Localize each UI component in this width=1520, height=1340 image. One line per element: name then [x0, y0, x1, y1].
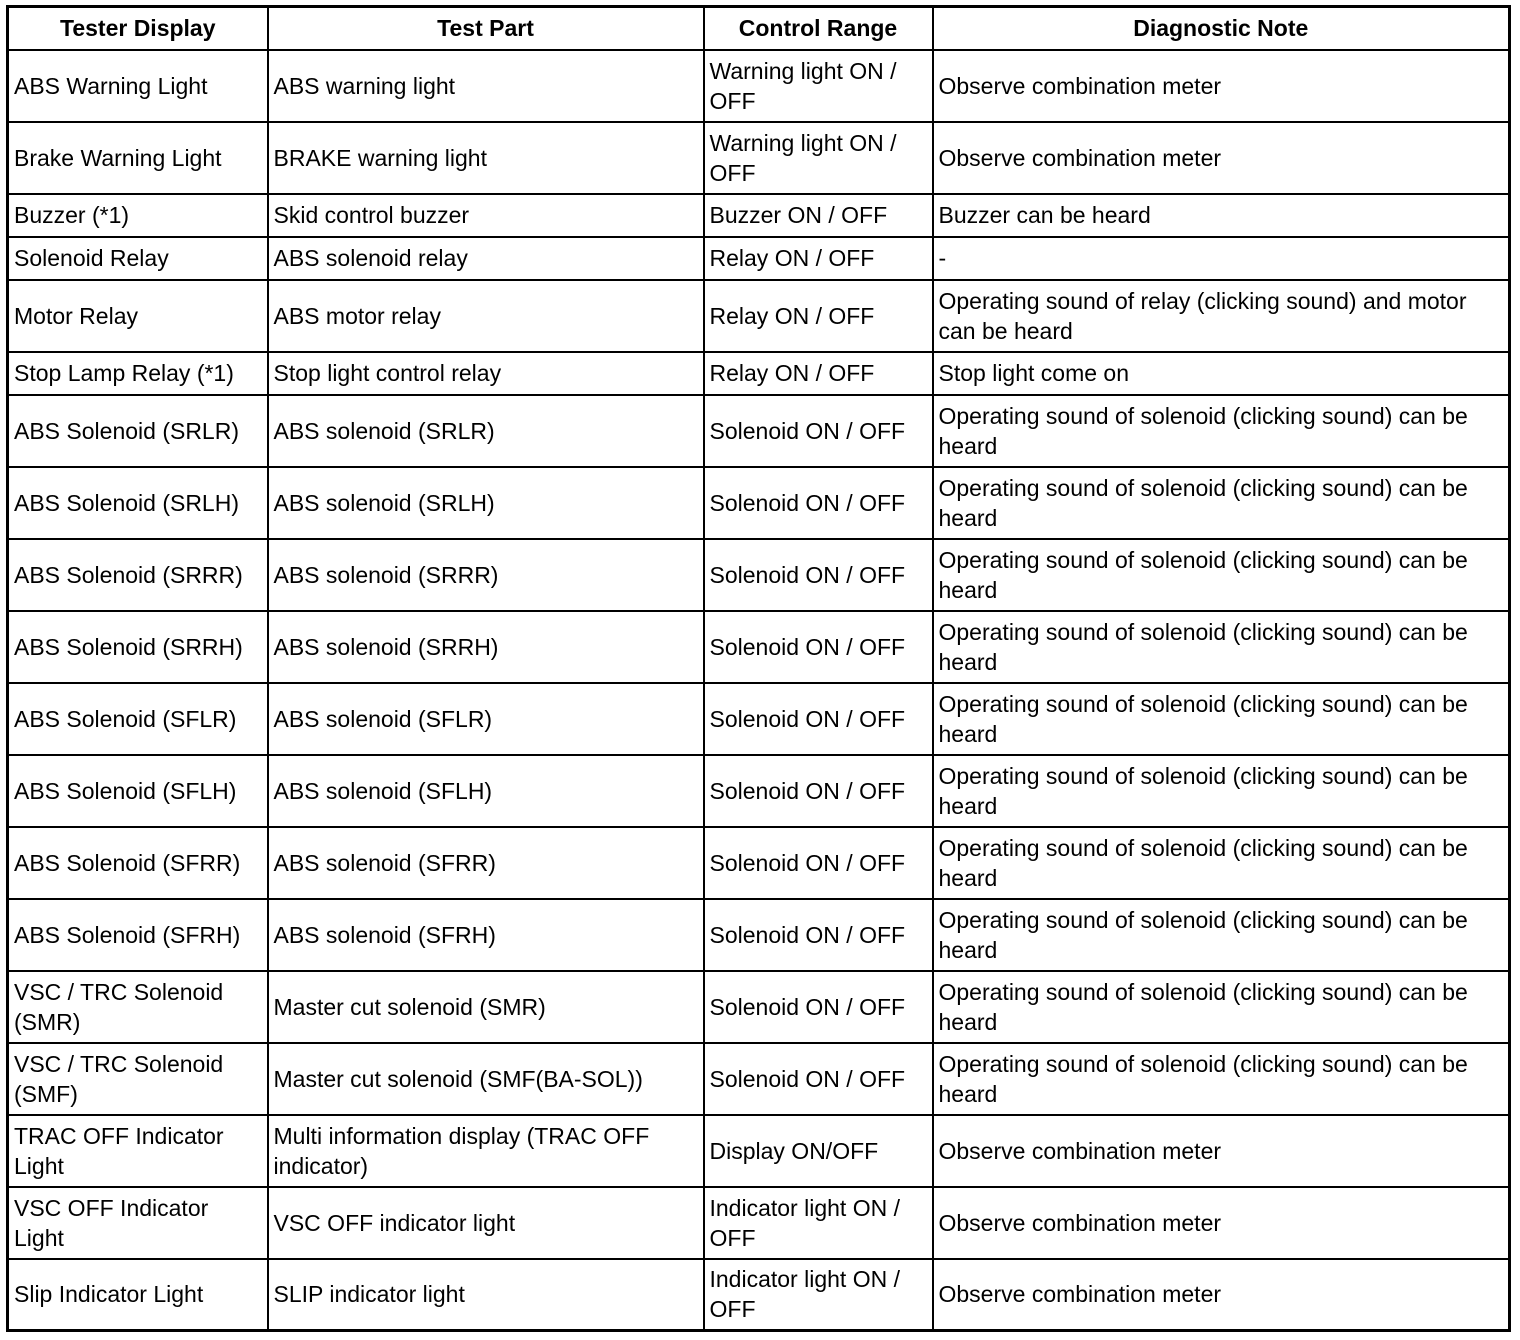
cell-tester-display: ABS Solenoid (SRLR): [8, 395, 268, 467]
cell-tester-display: ABS Solenoid (SFLH): [8, 755, 268, 827]
cell-test-part: ABS warning light: [268, 50, 704, 122]
cell-test-part: ABS solenoid (SRLR): [268, 395, 704, 467]
header-diagnostic-note: Diagnostic Note: [933, 7, 1510, 50]
cell-test-part: ABS solenoid (SFLH): [268, 755, 704, 827]
cell-tester-display: Brake Warning Light: [8, 122, 268, 194]
header-row: [8, 7, 1510, 50]
cell-test-part: ABS solenoid relay: [268, 237, 704, 280]
cell-tester-display: Motor Relay: [8, 280, 268, 352]
cell-tester-display: ABS Warning Light: [8, 50, 268, 122]
cell-control-range: Warning light ON / OFF: [704, 122, 933, 194]
cell-control-range: Solenoid ON / OFF: [704, 755, 933, 827]
cell-tester-display: ABS Solenoid (SRRH): [8, 611, 268, 683]
cell-control-range: Solenoid ON / OFF: [704, 899, 933, 971]
cell-tester-display: TRAC OFF Indicator Light: [8, 1115, 268, 1187]
cell-diagnostic-note: Operating sound of solenoid (clicking sound) can be heard: [933, 683, 1510, 755]
cell-diagnostic-note: Operating sound of solenoid (clicking sound) can be heard: [933, 1043, 1510, 1115]
table-row: [8, 50, 1510, 122]
cell-test-part: ABS solenoid (SFLR): [268, 683, 704, 755]
cell-tester-display: ABS Solenoid (SFRH): [8, 899, 268, 971]
cell-control-range: Warning light ON / OFF: [704, 50, 933, 122]
active-test-table: [6, 5, 1511, 1332]
cell-control-range: Buzzer ON / OFF: [704, 194, 933, 237]
cell-test-part: ABS solenoid (SRLH): [268, 467, 704, 539]
cell-tester-display: ABS Solenoid (SRRR): [8, 539, 268, 611]
cell-control-range: Solenoid ON / OFF: [704, 611, 933, 683]
cell-control-range: Solenoid ON / OFF: [704, 683, 933, 755]
table-row: [8, 122, 1510, 194]
cell-diagnostic-note: Operating sound of solenoid (clicking sound) can be heard: [933, 539, 1510, 611]
cell-tester-display: Solenoid Relay: [8, 237, 268, 280]
table-row: [8, 194, 1510, 237]
cell-control-range: Relay ON / OFF: [704, 280, 933, 352]
cell-test-part: BRAKE warning light: [268, 122, 704, 194]
table-row: [8, 611, 1510, 683]
cell-diagnostic-note: Observe combination meter: [933, 1187, 1510, 1259]
table-row: [8, 539, 1510, 611]
cell-control-range: Solenoid ON / OFF: [704, 1043, 933, 1115]
cell-tester-display: ABS Solenoid (SRLH): [8, 467, 268, 539]
table-row: [8, 1187, 1510, 1259]
header-control-range: Control Range: [704, 7, 933, 50]
table-row: [8, 899, 1510, 971]
cell-test-part: Multi information display (TRAC OFF indicator): [268, 1115, 704, 1187]
cell-test-part: ABS solenoid (SFRR): [268, 827, 704, 899]
cell-tester-display: VSC / TRC Solenoid (SMF): [8, 1043, 268, 1115]
cell-control-range: Solenoid ON / OFF: [704, 395, 933, 467]
cell-test-part: ABS motor relay: [268, 280, 704, 352]
header-tester-display: Tester Display: [8, 7, 268, 50]
cell-diagnostic-note: Observe combination meter: [933, 122, 1510, 194]
cell-control-range: Relay ON / OFF: [704, 237, 933, 280]
cell-control-range: Solenoid ON / OFF: [704, 539, 933, 611]
table-row: [8, 237, 1510, 280]
header-test-part: Test Part: [268, 7, 704, 50]
cell-diagnostic-note: Operating sound of solenoid (clicking sound) can be heard: [933, 971, 1510, 1043]
cell-diagnostic-note: Operating sound of solenoid (clicking sound) can be heard: [933, 611, 1510, 683]
table-row: [8, 467, 1510, 539]
table-row: [8, 352, 1510, 395]
cell-test-part: Stop light control relay: [268, 352, 704, 395]
cell-test-part: ABS solenoid (SRRR): [268, 539, 704, 611]
cell-tester-display: Slip Indicator Light: [8, 1259, 268, 1331]
cell-diagnostic-note: Operating sound of solenoid (clicking sound) can be heard: [933, 395, 1510, 467]
cell-test-part: VSC OFF indicator light: [268, 1187, 704, 1259]
table-row: [8, 755, 1510, 827]
cell-test-part: ABS solenoid (SRRH): [268, 611, 704, 683]
cell-test-part: Master cut solenoid (SMF(BA-SOL)): [268, 1043, 704, 1115]
cell-diagnostic-note: Operating sound of solenoid (clicking sound) can be heard: [933, 467, 1510, 539]
cell-diagnostic-note: Operating sound of solenoid (clicking sound) can be heard: [933, 755, 1510, 827]
cell-tester-display: Buzzer (*1): [8, 194, 268, 237]
cell-diagnostic-note: Observe combination meter: [933, 1259, 1510, 1331]
cell-diagnostic-note: Observe combination meter: [933, 1115, 1510, 1187]
cell-test-part: Skid control buzzer: [268, 194, 704, 237]
cell-diagnostic-note: Operating sound of relay (clicking sound) and motor can be heard: [933, 280, 1510, 352]
table-row: [8, 1043, 1510, 1115]
cell-test-part: Master cut solenoid (SMR): [268, 971, 704, 1043]
cell-control-range: Display ON/OFF: [704, 1115, 933, 1187]
table-row: [8, 683, 1510, 755]
cell-tester-display: VSC / TRC Solenoid (SMR): [8, 971, 268, 1043]
cell-control-range: Indicator light ON / OFF: [704, 1259, 933, 1331]
cell-control-range: Solenoid ON / OFF: [704, 467, 933, 539]
table-row: [8, 395, 1510, 467]
table-row: [8, 827, 1510, 899]
cell-test-part: ABS solenoid (SFRH): [268, 899, 704, 971]
cell-test-part: SLIP indicator light: [268, 1259, 704, 1331]
table-row: [8, 1115, 1510, 1187]
table-row: [8, 280, 1510, 352]
cell-diagnostic-note: Stop light come on: [933, 352, 1510, 395]
cell-tester-display: Stop Lamp Relay (*1): [8, 352, 268, 395]
cell-control-range: Indicator light ON / OFF: [704, 1187, 933, 1259]
table-row: [8, 1259, 1510, 1331]
cell-tester-display: VSC OFF Indicator Light: [8, 1187, 268, 1259]
cell-diagnostic-note: Buzzer can be heard: [933, 194, 1510, 237]
cell-control-range: Relay ON / OFF: [704, 352, 933, 395]
cell-diagnostic-note: Observe combination meter: [933, 50, 1510, 122]
cell-control-range: Solenoid ON / OFF: [704, 971, 933, 1043]
cell-diagnostic-note: -: [933, 237, 1510, 280]
table-row: [8, 971, 1510, 1043]
cell-control-range: Solenoid ON / OFF: [704, 827, 933, 899]
cell-tester-display: ABS Solenoid (SFLR): [8, 683, 268, 755]
cell-tester-display: ABS Solenoid (SFRR): [8, 827, 268, 899]
cell-diagnostic-note: Operating sound of solenoid (clicking sound) can be heard: [933, 899, 1510, 971]
cell-diagnostic-note: Operating sound of solenoid (clicking sound) can be heard: [933, 827, 1510, 899]
